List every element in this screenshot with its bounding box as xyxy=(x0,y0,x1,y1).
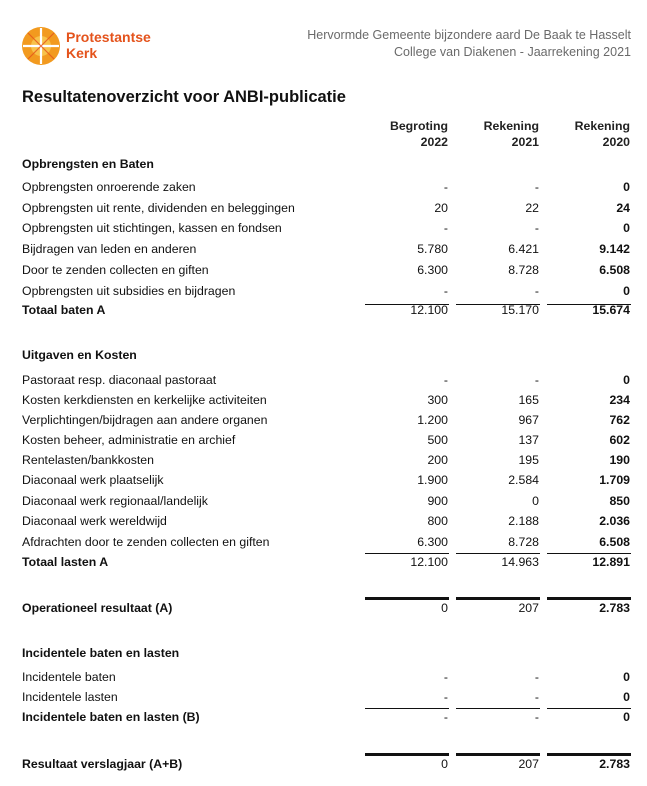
table-row xyxy=(22,392,634,409)
row-label: Incidentele baten xyxy=(22,670,116,684)
row-value: 967 xyxy=(518,413,539,427)
row-value: 22 xyxy=(525,201,539,215)
row-value: 0 xyxy=(623,284,630,298)
row-label: Pastoraat resp. diaconaal pastoraat xyxy=(22,373,217,387)
row-value: 15.170 xyxy=(501,303,539,317)
table-row xyxy=(22,302,634,319)
table-row xyxy=(22,756,634,773)
column-header-line2: 2020 xyxy=(602,135,630,149)
subtotal-rule xyxy=(456,708,540,709)
row-label: Bijdragen van leden en anderen xyxy=(22,242,197,256)
row-value: 6.300 xyxy=(417,535,448,549)
total-rule xyxy=(456,597,540,600)
table-row xyxy=(22,220,634,237)
row-value: - xyxy=(534,284,539,298)
row-value: 12.100 xyxy=(410,303,448,317)
subtotal-rule xyxy=(547,304,631,305)
row-value: 12.891 xyxy=(592,555,630,569)
row-label: Incidentele baten en lasten xyxy=(22,646,180,660)
subtotal-rule xyxy=(365,553,449,554)
row-value: 6.300 xyxy=(417,263,448,277)
row-value: 500 xyxy=(427,433,448,447)
table-row xyxy=(22,412,634,429)
column-header-line2: 2022 xyxy=(420,135,448,149)
column-header-line1: Begroting xyxy=(389,119,448,133)
row-value: 2.188 xyxy=(508,514,539,528)
row-value: - xyxy=(443,710,448,724)
table-row xyxy=(22,179,634,196)
row-value: 0 xyxy=(623,373,630,387)
row-label: Incidentele baten en lasten (B) xyxy=(22,710,200,724)
row-label: Diaconaal werk regionaal/landelijk xyxy=(22,494,208,508)
subtotal-rule xyxy=(365,708,449,709)
row-value: 800 xyxy=(427,514,448,528)
row-value: 6.508 xyxy=(599,263,630,277)
row-value: 190 xyxy=(609,453,630,467)
row-value: 0 xyxy=(623,710,630,724)
table-row xyxy=(22,600,634,617)
row-value: 207 xyxy=(518,601,539,615)
table-row xyxy=(22,347,634,364)
table-row xyxy=(22,669,634,686)
table-row xyxy=(22,493,634,510)
row-value: 1.709 xyxy=(599,473,630,487)
column-header-rekening-2021 xyxy=(453,118,539,150)
header-organisation: Hervormde Gemeente bijzondere aard De Baak te Hasselt xyxy=(307,28,631,42)
table-row xyxy=(22,689,634,706)
row-value: 0 xyxy=(623,670,630,684)
row-value: 24 xyxy=(616,201,630,215)
row-label: Opbrengsten onroerende zaken xyxy=(22,180,196,194)
row-value: 602 xyxy=(609,433,630,447)
row-value: 0 xyxy=(441,757,448,771)
row-value: 234 xyxy=(609,393,630,407)
row-value: 165 xyxy=(518,393,539,407)
row-value: 12.100 xyxy=(410,555,448,569)
row-value: - xyxy=(443,284,448,298)
row-label: Verplichtingen/bijdragen aan andere organen xyxy=(22,413,268,427)
row-label: Totaal baten A xyxy=(22,303,106,317)
table-row xyxy=(22,645,634,662)
row-value: 20 xyxy=(434,201,448,215)
column-header-rekening-2020 xyxy=(544,118,630,150)
row-value: - xyxy=(534,221,539,235)
row-value: 762 xyxy=(609,413,630,427)
table-row xyxy=(22,534,634,551)
row-value: 2.783 xyxy=(599,757,630,771)
row-value: 137 xyxy=(518,433,539,447)
table-row xyxy=(22,372,634,389)
total-rule xyxy=(547,753,631,756)
column-header-line1: Rekening xyxy=(483,119,539,133)
row-value: 0 xyxy=(623,690,630,704)
row-value: 200 xyxy=(427,453,448,467)
row-value: - xyxy=(443,180,448,194)
row-value: 1.900 xyxy=(417,473,448,487)
logo-line1: Protestantse xyxy=(66,29,151,45)
document-header xyxy=(307,27,631,61)
logo-text xyxy=(66,29,151,61)
table-row xyxy=(22,200,634,217)
row-label: Opbrengsten uit stichtingen, kassen en fondsen xyxy=(22,221,282,235)
row-label: Operationeel resultaat (A) xyxy=(22,601,173,615)
row-value: - xyxy=(534,373,539,387)
row-value: - xyxy=(534,690,539,704)
row-value: - xyxy=(534,180,539,194)
row-value: - xyxy=(534,710,539,724)
row-value: 15.674 xyxy=(592,303,630,317)
table-row xyxy=(22,709,634,726)
row-value: 0 xyxy=(441,601,448,615)
row-value: 9.142 xyxy=(599,242,630,256)
logo-line2: Kerk xyxy=(66,45,98,61)
row-value: - xyxy=(443,373,448,387)
table-row xyxy=(22,472,634,489)
total-rule xyxy=(365,597,449,600)
header-subtitle: College van Diakenen - Jaarrekening 2021 xyxy=(394,45,631,59)
page-title: Resultatenoverzicht voor ANBI-publicatie xyxy=(22,88,346,106)
subtotal-rule xyxy=(456,553,540,554)
row-label: Incidentele lasten xyxy=(22,690,118,704)
table-row xyxy=(22,554,634,571)
row-label: Totaal lasten A xyxy=(22,555,109,569)
row-value: 5.780 xyxy=(417,242,448,256)
row-value: 850 xyxy=(609,494,630,508)
row-value: 2.036 xyxy=(599,514,630,528)
row-label: Opbrengsten uit rente, dividenden en beleggingen xyxy=(22,201,295,215)
table-row xyxy=(22,241,634,258)
row-value: 2.783 xyxy=(599,601,630,615)
row-label: Door te zenden collecten en giften xyxy=(22,263,209,277)
table-row xyxy=(22,156,634,173)
total-rule xyxy=(456,753,540,756)
row-value: 0 xyxy=(623,221,630,235)
row-value: 2.584 xyxy=(508,473,539,487)
table-row xyxy=(22,283,634,300)
row-value: 0 xyxy=(623,180,630,194)
subtotal-rule xyxy=(456,304,540,305)
column-header-begroting-2022 xyxy=(362,118,448,150)
row-label: Uitgaven en Kosten xyxy=(22,348,137,362)
subtotal-rule xyxy=(365,304,449,305)
row-value: 207 xyxy=(518,757,539,771)
row-value: 0 xyxy=(532,494,539,508)
row-value: - xyxy=(443,670,448,684)
row-label: Rentelasten/bankkosten xyxy=(22,453,154,467)
subtotal-rule xyxy=(547,553,631,554)
subtotal-rule xyxy=(547,708,631,709)
row-label: Kosten kerkdiensten en kerkelijke activiteiten xyxy=(22,393,267,407)
table-row xyxy=(22,452,634,469)
row-label: Opbrengsten en Baten xyxy=(22,157,154,171)
total-rule xyxy=(365,753,449,756)
row-label: Afdrachten door te zenden collecten en giften xyxy=(22,535,270,549)
column-header-line2: 2021 xyxy=(511,135,539,149)
row-value: 900 xyxy=(427,494,448,508)
row-label: Resultaat verslagjaar (A+B) xyxy=(22,757,183,771)
column-header-line1: Rekening xyxy=(574,119,630,133)
row-value: - xyxy=(443,221,448,235)
logo-sun-icon xyxy=(20,25,62,67)
row-label: Diaconaal werk wereldwijd xyxy=(22,514,167,528)
row-value: 6.508 xyxy=(599,535,630,549)
row-value: 8.728 xyxy=(508,535,539,549)
row-value: 6.421 xyxy=(508,242,539,256)
row-value: - xyxy=(443,690,448,704)
row-value: 195 xyxy=(518,453,539,467)
row-value: - xyxy=(534,670,539,684)
row-value: 300 xyxy=(427,393,448,407)
row-value: 14.963 xyxy=(501,555,539,569)
total-rule xyxy=(547,597,631,600)
row-value: 1.200 xyxy=(417,413,448,427)
table-row xyxy=(22,262,634,279)
row-label: Kosten beheer, administratie en archief xyxy=(22,433,236,447)
table-row xyxy=(22,513,634,530)
protestantse-kerk-logo xyxy=(20,25,170,67)
row-label: Diaconaal werk plaatselijk xyxy=(22,473,164,487)
row-value: 8.728 xyxy=(508,263,539,277)
table-row xyxy=(22,432,634,449)
row-label: Opbrengsten uit subsidies en bijdragen xyxy=(22,284,236,298)
